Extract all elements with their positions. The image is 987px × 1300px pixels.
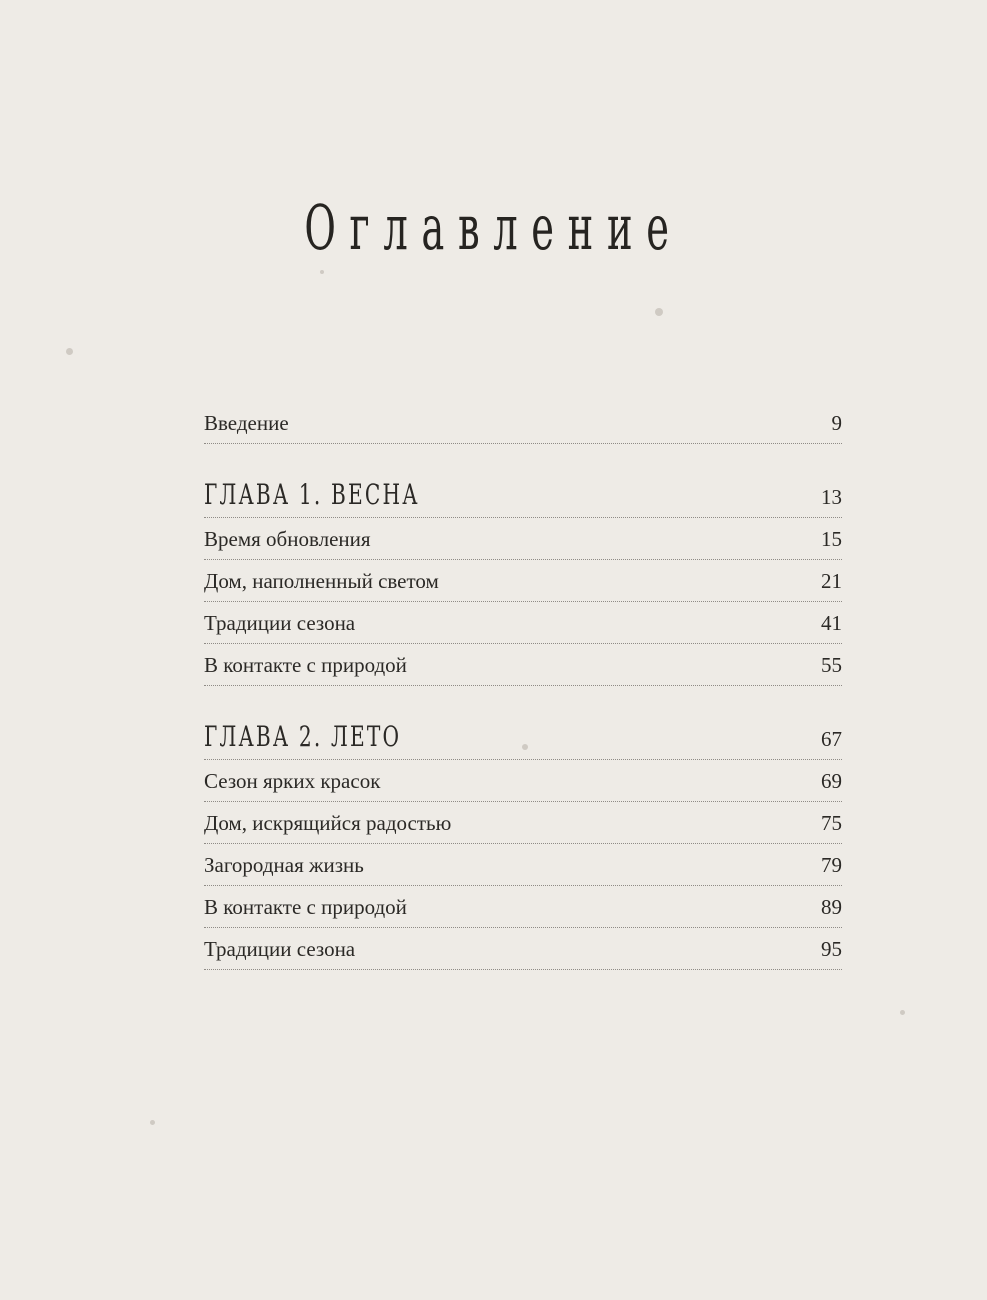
page-title: Оглавление (304, 191, 683, 264)
toc-entry[interactable] (204, 602, 842, 644)
toc-page-number: 89 (821, 895, 842, 919)
toc-page-number: 69 (821, 769, 842, 793)
toc-page-number: 95 (821, 937, 842, 961)
toc-entry[interactable] (204, 802, 842, 844)
toc-entry-label: Дом, искрящийся радостью (204, 811, 452, 835)
toc-page-number: 75 (821, 811, 842, 835)
toc-entry-label: Традиции сезона (204, 937, 356, 961)
toc-entry-label: Время обновления (204, 527, 371, 551)
toc-entry[interactable] (204, 644, 842, 686)
toc-entry[interactable] (204, 560, 842, 602)
toc-page-number: 41 (821, 611, 842, 635)
toc-entry-label: Традиции сезона (204, 611, 356, 635)
toc-page-number: 55 (821, 653, 842, 677)
toc-entry[interactable] (204, 844, 842, 886)
toc-entry-label: В контакте с природой (204, 653, 407, 677)
toc-page-number: 21 (821, 569, 842, 593)
toc-entry[interactable] (204, 518, 842, 560)
toc-page-number: 79 (821, 853, 842, 877)
toc-chapter-1[interactable] (204, 476, 842, 518)
toc-entry-label: В контакте с природой (204, 895, 407, 919)
toc-page-number: 67 (821, 727, 842, 751)
toc-chapter-2[interactable] (204, 718, 842, 760)
toc-entry[interactable] (204, 886, 842, 928)
chapter-heading: ГЛАВА 2. ЛЕТО (204, 720, 402, 753)
toc-entry-label: Введение (204, 411, 289, 435)
toc-entry-label: Дом, наполненный светом (204, 569, 439, 593)
toc-entry-label: Загородная жизнь (204, 853, 364, 877)
toc-entry[interactable] (204, 760, 842, 802)
toc-page-number: 9 (831, 411, 842, 435)
toc-entry-introduction[interactable] (204, 402, 842, 444)
chapter-heading: ГЛАВА 1. ВЕСНА (204, 478, 420, 511)
toc-entry[interactable] (204, 928, 842, 970)
toc-page-number: 13 (821, 485, 842, 509)
toc-page-number: 15 (821, 527, 842, 551)
toc-entry-label: Сезон ярких красок (204, 769, 381, 793)
